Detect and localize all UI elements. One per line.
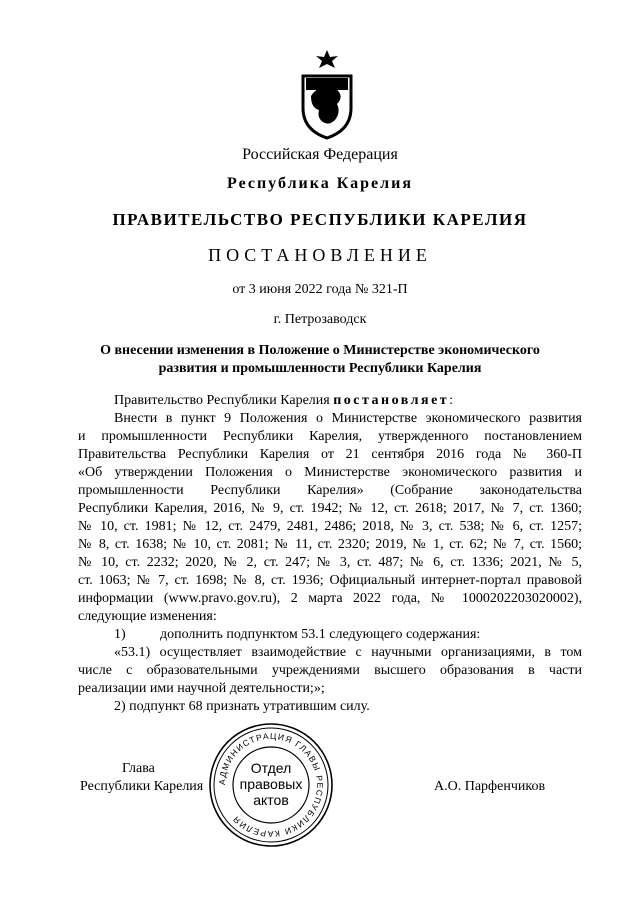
paragraph-line: № 10, ст. 2232; 2020, № 2, ст. 247; № 3, ст. 487; № 6, ст. 1336; 2021, № 5, [78,555,582,570]
paragraph-line: Республики Карелия, 2016, № 9, ст. 1942; № 12, ст. 2618; 2017, № 7, ст. 1360; [78,501,582,516]
paragraph-line: № 10, ст. 1981; № 12, ст. 2479, 2481, 2486; 2018, № 3, ст. 538; № 6, ст. 1257; [78,519,582,534]
paragraph-line: «Об утверждении Положения о Министерстве экономического развития и [78,465,582,480]
intro-action: постановляет [333,393,450,408]
paragraph-line: и промышленности Республики Карелия, утвержденного постановлением [78,429,582,444]
document-title [0,342,640,378]
list-item [78,627,582,645]
paragraph-line: Правительства Республики Карелия от 21 сентября 2016 года № 360-П [78,447,582,462]
item-number: 1) [114,627,126,642]
stamp-ring-text: АДМИНИСТРАЦИЯ ГЛАВЫ РЕСПУБЛИКИ КАРЕЛИЯ [216,730,326,840]
item-text: дополнить подпунктом 53.1 следующего содержания: [160,627,481,642]
signatory-position: Глава [122,761,155,776]
document-date-number: от 3 июня 2022 года № 321-П [232,282,408,297]
paragraph-line: Внести в пункт 9 Положения о Министерстве экономического развития [114,411,582,426]
paragraph-line: информации (www.pravo.gov.ru), 2 марта 2022 года, № 1000202203020002), [78,591,582,606]
paragraph-line: № 8, ст. 1638; № 10, ст. 2081; № 11, ст. 2320; 2019, № 1, ст. 62; № 7, ст. 1560; [78,537,582,552]
title-line: развития и промышленности Республики Карелия [158,361,482,376]
intro-suffix: : [449,393,454,408]
title-line: О внесении изменения в Положение о Министерстве экономического [100,343,540,358]
stamp-line: Отдел [250,760,292,776]
paragraph-line: следующие изменения: [78,609,217,624]
stamp-line: актов [253,792,289,808]
quote-line: «53.1) осуществляет взаимодействие с научными организациями, в том [114,645,582,660]
coat-of-arms-emblem [297,48,357,140]
intro-prefix: Правительство Республики Карелия [114,393,334,408]
document-city: г. Петрозаводск [273,312,367,327]
signatory-name: А.О. Парфенчиков [434,779,546,794]
country-name: Российская Федерация [242,146,398,163]
official-stamp [207,721,335,849]
republic-name: Республика Карелия [227,175,413,192]
government-name: ПРАВИТЕЛЬСТВО РЕСПУБЛИКИ КАРЕЛИЯ [112,210,528,229]
quote-line: реализации ими научной деятельности;»; [78,681,325,696]
stamp-line: правовых [239,776,303,792]
intro-line [78,393,582,411]
list-item: 2) подпункт 68 признать утратившим силу. [114,699,370,714]
document-type: ПОСТАНОВЛЕНИЕ [208,245,432,265]
signatory-position: Республики Карелия [80,779,204,794]
quote-line: числе с образовательными учреждениями высшего образования в части [78,663,582,678]
paragraph-line: промышленности Республики Карелия» (Собрание законодательства [78,483,582,498]
paragraph-line: ст. 1063; № 7, ст. 1698; № 8, ст. 1936; Официальный интернет-портал правовой [78,573,582,588]
